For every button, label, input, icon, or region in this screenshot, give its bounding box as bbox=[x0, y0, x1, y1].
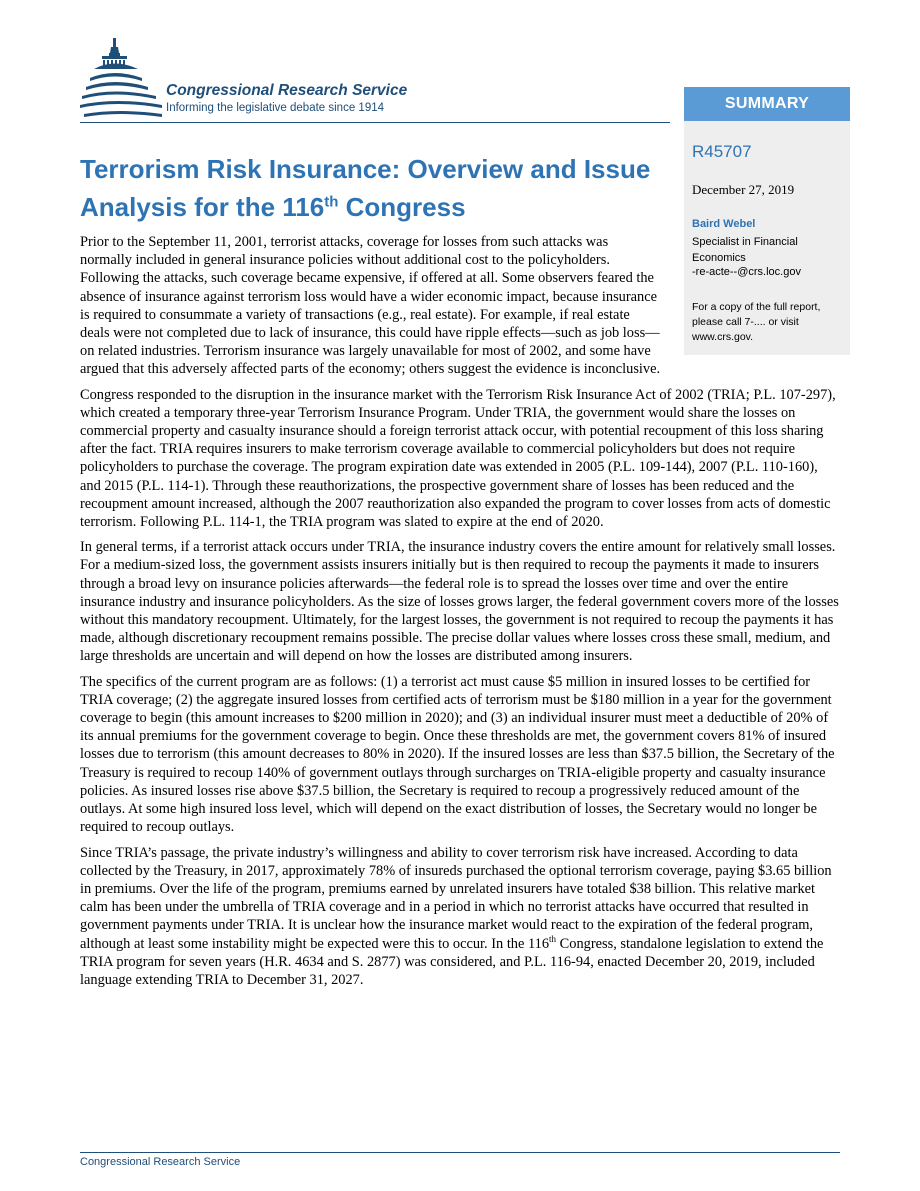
title-end: Congress bbox=[338, 192, 466, 222]
paragraph-2: Congress responded to the disruption in the insurance market with the Terrorism Risk Insurance Act of 2002 (TRIA; P.L. 107-297), which created a temporary three-year Terrorism Insurance Program. Under TRIA, the government would share the losses on commercial property and casualty insurance should a foreign terrorist attack occur, with potential recoupment of this loss sharing after the fact. TRIA requires insurers to make terrorism coverage available to commercial policyholders but does not require policyholders to purchase the coverage. The program expiration date was extended in 2005 (P.L. 109-144), 2007 (P.L. 110-160), and 2015 (P.L. 114-1). Through these reauthorizations, the prospective government share of losses has been reduced and the recoupment amount increased, although the 2007 reauthorization also expanded the program to cover losses from acts of domestic terrorism. Following P.L. 114-1, the TRIA program was slated to expire at the end of 2020. bbox=[80, 386, 836, 531]
full-report-note: For a copy of the full report, please call 7-.... or visit www.crs.gov. bbox=[692, 301, 821, 343]
crs-logo bbox=[80, 36, 480, 122]
paragraph-5-start: Since TRIA’s passage, the private industry’s willingness and ability to cover terrorism risk have increased. According to data collected by the Treasury, in 2017, approximately 78% of insureds purchased the optional terrorism coverage, paying $3.65 billion in premiums. Over the life of the program, premiums earned by unrelated insurers have totaled $38 billion. This relative market calm has been under the umbrella of TRIA coverage and in a period in which no terrorist attacks have occurred that resulted in government payments under TRIA. It is unclear how the insurance market would react to the expiration of the federal program, although at least some instability might be expected were this to occur. In the 116 bbox=[80, 844, 832, 952]
paragraph-5-end: Congress, standalone legislation to extend the TRIA program for seven years (H.R. 4634 and S. 2877) was considered, and P.L. 116-94, enacted December 20, 2019, included language extending TRIA to December 31, 2027. bbox=[80, 935, 824, 988]
author-email: -re-acte--@crs.loc.gov bbox=[692, 266, 801, 278]
page-title bbox=[80, 150, 680, 226]
author-name: Baird Webel bbox=[692, 218, 756, 230]
report-id: R45707 bbox=[692, 142, 752, 161]
capitol-dome-icon bbox=[80, 36, 164, 120]
title-superscript: th bbox=[324, 193, 339, 211]
summary-body bbox=[80, 233, 840, 996]
footer-org-name: Congressional Research Service bbox=[80, 1156, 241, 1168]
report-date: December 27, 2019 bbox=[692, 182, 795, 197]
author-role: Specialist in Financial Economics bbox=[692, 236, 798, 264]
title-main: Terrorism Risk Insurance: Overview and Issue Analysis for the 116 bbox=[80, 154, 651, 222]
paragraph-4: The specifics of the current program are as follows: (1) a terrorist act must cause $5 million in insured losses to be certified for TRIA coverage; (2) the aggregate insured losses from certified acts of terrorism must be $180 million in a year for the government coverage to begin (this amount increases to $200 million in 2020); and (3) an individual insurer must meet a deductible of 20% of its annual premiums for the government coverage to begin. Once these thresholds are met, the government covers 81% of insured losses due to terrorism (this amount decreases to 80% in 2020). If the insured losses are less than $37.5 billion, the Secretary of the Treasury is required to recoup 140% of government outlays through surcharges on TRIA-eligible property and casualty insurance policies. As insured losses rise above $37.5 billion, the Secretary is required to recoup a progressively reduced amount of the outlays. At some high insured loss level, which will depend on the exact distribution of losses, the Secretary would no longer be required to recoup outlays. bbox=[80, 673, 835, 836]
summary-heading: SUMMARY bbox=[684, 87, 850, 121]
header-divider bbox=[80, 122, 670, 123]
paragraph-3: In general terms, if a terrorist attack occurs under TRIA, the insurance industry covers the entire amount for relatively small losses. For a medium-sized loss, the government assists insurers initially but is then required to recoup the payments it made to insurers through a broad levy on insurance policies afterwards—the federal role is to spread the losses over time and over the entire insurance industry and insurance policyholders. As the size of losses grows larger, the federal government covers more of the losses without this mandatory recoupment. Ultimately, for the largest losses, the government is not required to recoup the payments it has made, although discretionary recoupment remains possible. The precise dollar values where losses cross these small, medium, and large thresholds are uncertain and will depend on how the losses are distributed among insurers. bbox=[80, 539, 839, 665]
footer-divider bbox=[80, 1152, 840, 1153]
org-name: Congressional Research Service bbox=[166, 82, 408, 99]
paragraph-5 bbox=[80, 844, 840, 990]
paragraph-1: Prior to the September 11, 2001, terrorist attacks, coverage for losses from such attacks was normally included in general insurance policies without additional cost to the policyholders. Following the attacks, such coverage became expensive, if offered at all. Some observers feared the absence of insurance against terrorism loss would have a wider economic impact, because insurance is required to consummate a variety of transactions (e.g., real estate). For example, if real estate deals were not completed due to lack of insurance, this could have ripple effects—such as job loss—on related industries. Terrorism insurance was largely unavailable for most of 2002, and some have argued that this adversely affected parts of the economy; others suggest the evidence is inconclusive. bbox=[80, 234, 661, 378]
paragraph-5-superscript: th bbox=[549, 933, 557, 944]
org-tagline: Informing the legislative debate since 1914 bbox=[166, 102, 385, 114]
